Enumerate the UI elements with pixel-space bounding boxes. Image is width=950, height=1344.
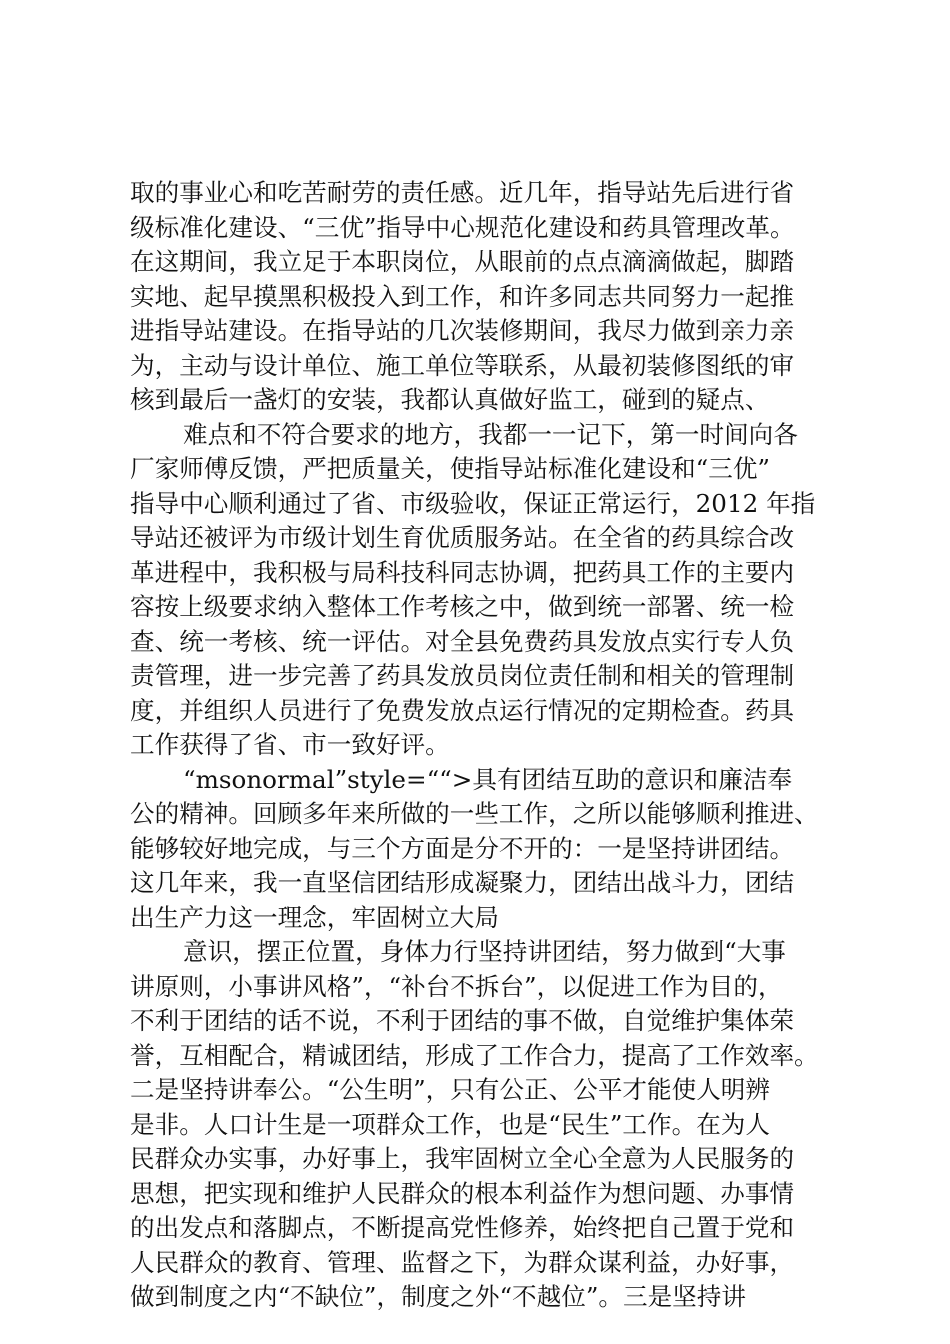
text-line: 民群众办实事，办好事上，我牢固树立全心全意为人民服务的 [130,1144,795,1173]
text-line: 二是坚持讲奉公。“公生明”，只有公正、公平才能使人明辨 [130,1075,770,1104]
text-line: 公的精神。回顾多年来所做的一些工作，之所以能够顺利推进、 [130,799,819,828]
text-line: 人民群众的教育、管理、监督之下，为群众谋利益，办好事， [130,1247,795,1277]
text-line: 进指导站建设。在指导站的几次装修期间，我尽力做到亲力亲 [130,316,795,345]
text-line: 这几年来，我一直坚信团结形成凝聚力，团结出战斗力，团结 [130,868,795,897]
text-line: 导站还被评为市级计划生育优质服务站。在全省的药具综合改 [130,523,795,552]
text-line: 查、统一考核、统一评估。对全县免费药具发放点实行专人负 [130,626,795,656]
text-line: 级标准化建设、“三优”指导中心规范化建设和药具管理改革。 [130,212,795,242]
text-line: 是非。人口计生是一项群众工作，也是“民生”工作。在为人 [130,1109,770,1139]
text-line: 度，并组织人员进行了免费发放点运行情况的定期检查。药具 [130,695,795,725]
text-line: 不利于团结的话不说，不利于团结的事不做，自觉维护集体荣 [130,1006,795,1035]
text-line: 能够较好地完成，与三个方面是分不开的：一是坚持讲团结。 [130,833,795,863]
text-line: “msonormal”style=““>具有团结互助的意识和廉洁奉 [183,764,793,794]
text-line: 革进程中，我积极与局科技科同志协调，把药具工作的主要内 [130,557,795,587]
text-line: 思想，把实现和维护人民群众的根本利益作为想问题、办事情 [130,1178,795,1208]
text-line: 责管理，进一步完善了药具发放员岗位责任制和相关的管理制 [130,661,795,690]
text-line: 做到制度之内“不缺位”，制度之外“不越位”。三是坚持讲 [130,1282,746,1311]
text-line: 容按上级要求纳入整体工作考核之中，做到统一部署、统一检 [130,592,795,621]
text-line: 核到最后一盏灯的安装，我都认真做好监工，碰到的疑点、 [130,385,770,414]
document-body [130,176,830,1315]
text-line: 指导中心顺利通过了省、市级验收，保证正常运行，2012 年指 [130,488,816,518]
text-line: 取的事业心和吃苦耐劳的责任感。近几年，指导站先后进行省 [130,178,795,207]
text-line: 厂家师傅反馈，严把质量关，使指导站标准化建设和“三优” [130,454,770,483]
text-line: 讲原则，小事讲风格”，“补台不拆台”，以促进工作为目的， [130,971,783,1001]
text-line: 难点和不符合要求的地方，我都一一记下，第一时间向各 [183,419,798,449]
text-line: 的出发点和落脚点，不断提高党性修养，始终把自己置于党和 [130,1213,795,1242]
text-line: 实地、起早摸黑积极投入到工作，和许多同志共同努力一起推 [130,281,795,311]
text-line: 意识，摆正位置，身体力行坚持讲团结，努力做到“大事 [183,937,786,966]
text-line: 在这期间，我立足于本职岗位，从眼前的点点滴滴做起，脚踏 [130,247,795,276]
text-line: 工作获得了省、市一致好评。 [130,730,450,759]
text-line: 誉，互相配合，精诚团结，形成了工作合力，提高了工作效率。 [130,1040,819,1070]
text-line: 为，主动与设计单位、施工单位等联系，从最初装修图纸的审 [130,350,795,380]
text-line: 出生产力这一理念，牢固树立大局 [130,902,499,932]
